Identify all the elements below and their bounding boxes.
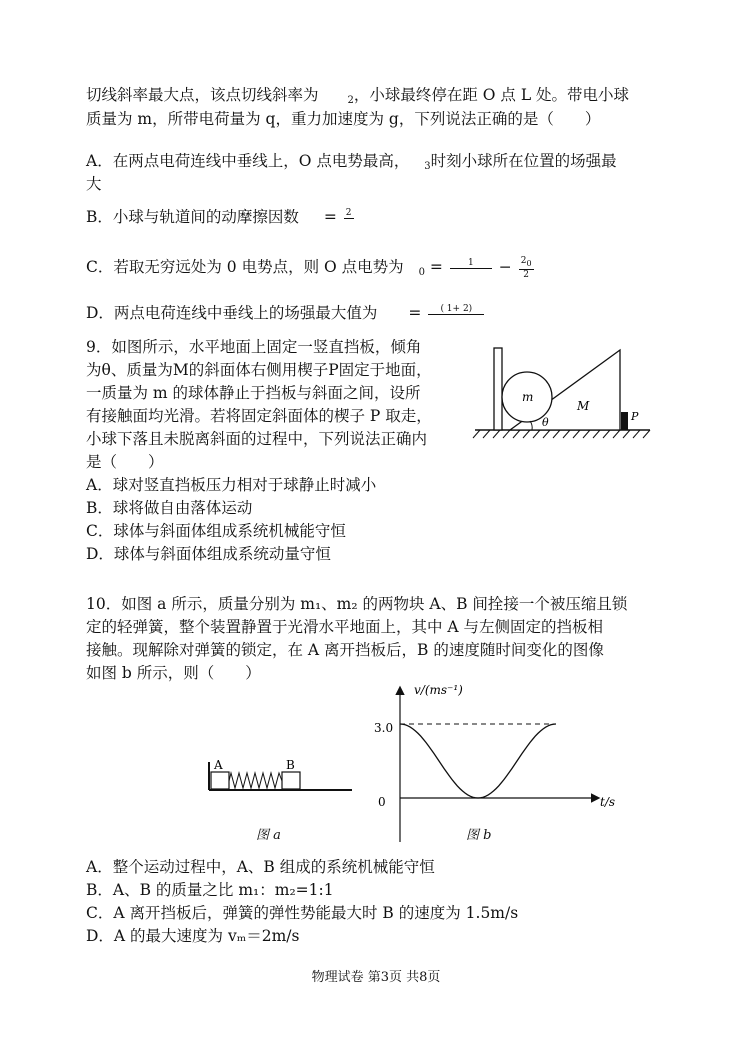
q8-option-b: B．小球与轨道间的动摩擦因数 = 2 bbox=[86, 206, 356, 229]
q8-option-d: D．两点电荷连线中垂线上的场强最大值为 = ( 1+ 2) bbox=[86, 302, 486, 325]
wedge-p bbox=[621, 412, 628, 430]
option-b-fraction: 2 bbox=[345, 207, 352, 218]
q10-stem-line3: 接触。现解除对弹簧的锁定，在 A 离开挡板后，B 的速度随时间变化的图像 bbox=[86, 641, 604, 659]
q10-stem-line1: 10．如图 a 所示，质量分别为 m₁、m₂ 的两物块 A、B 间拴接一个被压缩且锁 bbox=[86, 595, 628, 613]
block-a bbox=[211, 772, 229, 789]
q9-figure bbox=[470, 338, 660, 448]
q10-stem-line2: 定的轻弹簧，整个装置静置于光滑水平地面上，其中 A 与左侧固定的挡板相 bbox=[86, 618, 604, 636]
q10-option-c: C．A 离开挡板后，弹簧的弹性势能最大时 B 的速度为 1.5m/s bbox=[86, 904, 519, 922]
q9-option-d: D．球体与斜面体组成系统动量守恒 bbox=[86, 545, 331, 563]
option-c-fraction-1: 1 bbox=[450, 258, 492, 279]
q9-stem-line6: 是（ ） bbox=[86, 453, 164, 471]
q8-option-a-line2: 大 bbox=[86, 175, 102, 193]
y-tick-3: 3.0 bbox=[374, 721, 394, 735]
vertical-wall bbox=[494, 348, 502, 430]
q8-intro-line1: 切线斜率最大点，该点切线斜率为 $_2$，小球最终停在距 O 点 L 处。带电小球 bbox=[86, 86, 630, 106]
label-M: M bbox=[577, 399, 590, 413]
q10-figure-b-chart bbox=[360, 680, 630, 845]
y-axis-label: v/(ms⁻¹) bbox=[414, 683, 463, 697]
label-P: P bbox=[631, 410, 639, 423]
ground bbox=[473, 430, 650, 438]
figure-a-caption: 图 a bbox=[256, 828, 281, 843]
q9-option-a: A．球对竖直挡板压力相对于球静止时减小 bbox=[86, 476, 377, 494]
q10-option-d: D．A 的最大速度为 vₘ＝2m/s bbox=[86, 927, 300, 945]
q8-option-c: C．若取无穷远处为 0 电势点，则 O 点电势为 $_0$ = 1 − $\frac{20}{2}$ bbox=[86, 256, 532, 280]
q10-option-b: B．A、B 的质量之比 m₁：m₂=1:1 bbox=[86, 881, 334, 899]
option-d-fraction: ( 1+ 2) bbox=[428, 304, 484, 325]
x-axis-label: t/s bbox=[600, 795, 616, 809]
q9-stem-line1: 9．如图所示，水平地面上固定一竖直挡板，倾角 bbox=[86, 338, 422, 356]
svg-text:B: B bbox=[286, 758, 295, 772]
page-footer: 物理试卷 第3页 共8页 bbox=[311, 970, 441, 985]
q10-figure-a bbox=[200, 752, 360, 802]
q10-stem-line4: 如图 b 所示，则（ ） bbox=[86, 664, 261, 682]
figure-b-caption: 图 b bbox=[466, 828, 492, 843]
q8-intro-line2: 质量为 m，所带电荷量为 q，重力加速度为 g，下列说法正确的是（ ） bbox=[86, 110, 601, 128]
q9-stem-line3: 一质量为 m 的球体静止于挡板与斜面之间，设所 bbox=[86, 384, 421, 402]
option-c-fraction-2: $\frac{20}{2}$ bbox=[520, 256, 532, 280]
velocity-curve bbox=[400, 724, 556, 798]
q9-option-b: B．球将做自由落体运动 bbox=[86, 499, 253, 517]
q9-option-c: C．球体与斜面体组成系统机械能守恒 bbox=[86, 522, 346, 540]
spring bbox=[229, 773, 282, 788]
label-m: m bbox=[522, 390, 534, 404]
q8-option-a-line1: A．在两点电荷连线中垂线上，O 点电势最高， $_3$时刻小球所在位置的场强最 bbox=[86, 152, 617, 172]
y-tick-0: 0 bbox=[378, 795, 386, 809]
svg-text:A: A bbox=[214, 758, 223, 772]
label-theta: θ bbox=[542, 416, 549, 429]
q9-stem-line5: 小球下落且未脱离斜面的过程中，下列说法正确内 bbox=[86, 430, 428, 448]
q9-stem-line4: 有接触面均光滑。若将固定斜面体的楔子 P 取走， bbox=[86, 407, 432, 425]
q10-option-a: A．整个运动过程中，A、B 组成的系统机械能守恒 bbox=[86, 858, 435, 876]
q9-stem-line2: 为θ、质量为M的斜面体右侧用楔子P固定于地面， bbox=[86, 361, 432, 379]
block-b bbox=[282, 772, 300, 789]
